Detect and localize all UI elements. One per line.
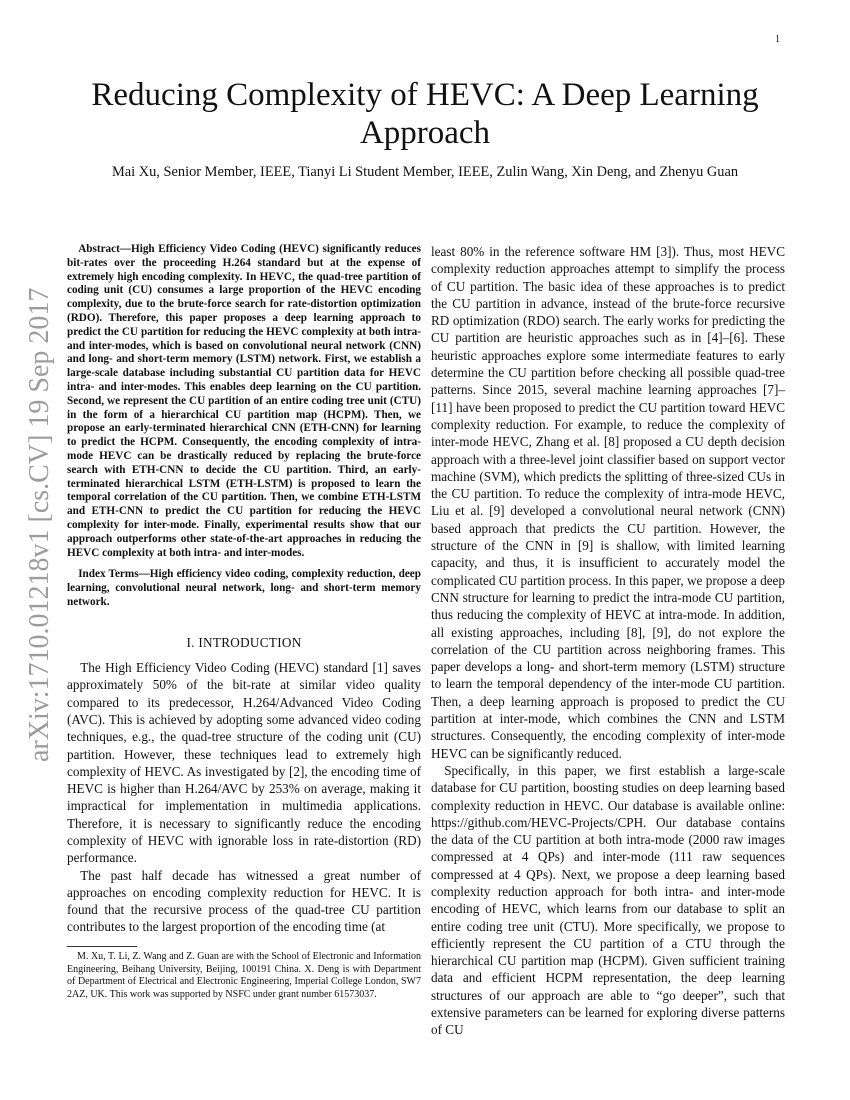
right-paragraph-1: least 80% in the reference software HM [3]). Thus, most HEVC complexity reduction approaches attempt to simplify the process of CU partition. The basic idea of these approaches is to predict the CU partition in advance, instead of the brute-force recursive RD optimization (RDO) search. The early works for predicting the CU partition are heuristic approaches such as in [4]–[6]. These heuristic approaches explore some intermediate features to early determine the CU partition before checking all possible quad-tree patterns. Since 2015, several machine learning approaches [7]–[11] have been proposed to predict the CU partition toward HEVC complexity reduction. For example, to reduce the complexity of inter-mode HEVC, Zhang et al. [8] proposed a CU depth decision approach with a three-level joint classifier based on support vector machine (SVM), which predicts the splitting of three-sized CUs in the CU partition. To reduce the complexity of intra-mode HEVC, Liu et al. [9] developed a convolutional neural network (CNN) based approach that predicts the CU partition. However, the structure of the CNN in [9] is shallow, with limited learning capacity, and thus, it is insufficient to accurately model the complicated CU partition process. In this paper, we propose a deep CNN structure for learning to predict the intra-mode CU partition, thus reducing the complexity of HEVC at intra-mode. In addition, all existing approaches, including [8], [9], do not explore the correlation of the CU partition across neighboring frames. This paper develops a long- and short-term memory (LSTM) structure to learn the temporal dependency of the inter-mode CU partition. Then, a deep learning approach is proposed to predict the CU partition at inter-mode, which combines the CNN and LSTM structures. Consequently, the encoding complexity of inter-mode HEVC can be significantly reduced. xyxy=(431,244,785,761)
arxiv-stamp: arXiv:1710.01218v1 [cs.CV] 19 Sep 2017 xyxy=(24,287,55,762)
intro-paragraph-2: The past half decade has witnessed a great number of approaches on encoding complexity reduction for HEVC. It is found that the recursive process of the quad-tree CU partition contributes to the largest proportion of the encoding time (at xyxy=(67,867,421,935)
left-column xyxy=(67,243,421,1002)
intro-paragraph-1: The High Efficiency Video Coding (HEVC) standard [1] saves approximately 50% of the bit-rate at similar video quality compared to its predecessor, H.264/Advanced Video Coding (AVC). This is achieved by adopting some advanced video coding techniques, e.g., the quad-tree structure of the coding unit (CU) partition. However, these techniques lead to extremely high complexity of HEVC. As investigated by [2], the encoding time of HEVC is higher than H.264/AVC by 253% on average, making it impractical for implementation in multimedia applications. Therefore, it is necessary to significantly reduce the encoding complexity of HEVC with ignorable loss in rate-distortion (RD) performance. xyxy=(67,660,421,866)
section-heading-introduction: I. INTRODUCTION xyxy=(186,634,302,650)
right-paragraph-2: Specifically, in this paper, we first establish a large-scale database for CU partition, boosting studies on deep learning based complexity reduction in HEVC. Our database is available online: https://github.com/HEVC-Projects/CPH. Our database contains the data of the CU partition at both intra-mode (2000 raw images compressed at 4 QPs) and inter-mode (111 raw sequences compressed at 4 QPs). Next, we propose a deep learning based complexity reduction approach for both intra- and inter-mode encoding of HEVC, which learns from our database to split an entire coding tree unit (CTU). More specifically, we propose to efficiently represent the CU partition of a CTU through the hierarchical CU partition map (HCPM). Given sufficient training data and efficient HCPM representation, the deep learning structures of our approach are able to “go deeper”, such that extensive parameters can be learned for exploring diverse patterns of CU xyxy=(431,762,785,1038)
abstract: Abstract—High Efficiency Video Coding (HEVC) significantly reduces bit-rates over the proceeding H.264 standard but at the expense of extremely high encoding complexity. In HEVC, the quad-tree partition of coding unit (CU) consumes a large proportion of the HEVC encoding complexity, due to the brute-force search for rate-distortion optimization (RDO). Therefore, this paper proposes a deep learning approach to predict the CU partition for reducing the HEVC complexity at both intra- and inter-modes, which is based on convolutional neural network (CNN) and long- and short-term memory (LSTM) network. First, we establish a large-scale database including substantial CU partition data for HEVC intra- and inter-modes. This enables deep learning on the CU partition. Second, we represent the CU partition of an entire coding tree unit (CTU) in the form of a hierarchical CU partition map (HCPM). Then, we propose an early-terminated hierarchical CNN (ETH-CNN) for learning to predict the HCPM. Consequently, the encoding complexity of intra-mode HEVC can be drastically reduced by replacing the brute-force search with ETH-CNN to decide the CU partition. Third, an early-terminated hierarchical LSTM (ETH-LSTM) is proposed to learn the temporal correlation of the CU partition. Then, we combine ETH-LSTM and ETH-CNN to predict the CU partition for reducing the HEVC complexity for inter-mode. Finally, experimental results show that our approach outperforms other state-of-the-art approaches in reducing the HEVC complexity at both intra- and inter-modes. xyxy=(67,243,421,559)
paper-title: Reducing Complexity of HEVC: A Deep Learning Approach xyxy=(91,77,759,151)
footnote-divider xyxy=(67,946,137,947)
author-footnote: M. Xu, T. Li, Z. Wang and Z. Guan are with the School of Electronic and Information Engineering, Beihang University, Beijing, 100191 China. X. Deng is with Department of Department of Electrical and Electronic Engineering, Imperial College London, SW7 2AZ, UK. This work was supported by NSFC under grant number 61573037. xyxy=(67,950,421,1001)
page-number: 1 xyxy=(775,34,780,45)
author-list: Mai Xu, Senior Member, IEEE, Tianyi Li Student Member, IEEE, Zulin Wang, Xin Deng, and Zhenyu Guan xyxy=(111,164,739,180)
index-terms: Index Terms—High efficiency video coding, complexity reduction, deep learning, convolutional neural network, long- and short-term memory network. xyxy=(67,568,421,608)
right-column xyxy=(431,243,785,1039)
